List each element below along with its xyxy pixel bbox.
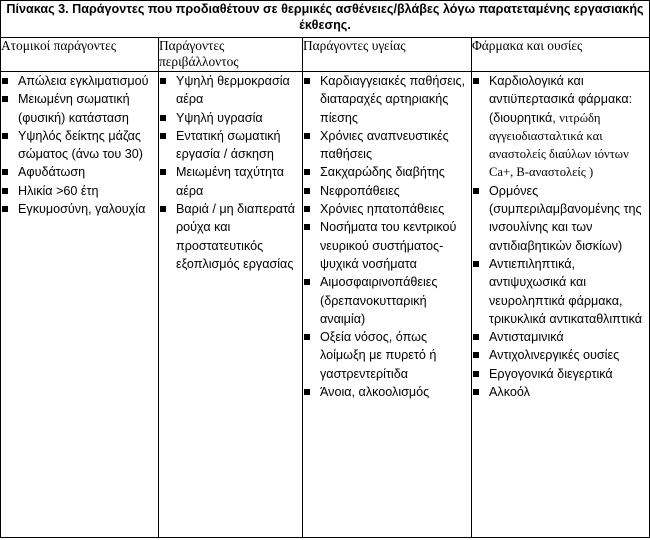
list-item: Υψηλή υγρασία	[159, 109, 302, 127]
environmental-factors-list	[159, 72, 302, 273]
list-item: Εγκυμοσύνη, γαλουχία	[1, 200, 158, 218]
health-factors-list	[303, 72, 471, 401]
column-drugs	[472, 72, 650, 538]
list-item: Βαριά / μη διαπερατά ρούχα και προστατευτικός εξοπλισμός εργασίας	[159, 200, 302, 273]
list-item: Αντιχολινεργικές ουσίες	[472, 346, 649, 364]
header-row	[1, 38, 650, 72]
column-header-environmental: Παράγοντες περιβάλλοντος	[159, 38, 303, 72]
list-item: Νοσήματα του κεντρικού νευρικού συστήματος-ψυχικά νοσήματα	[303, 218, 471, 273]
column-environmental	[159, 72, 303, 538]
list-item: Καρδιαγγειακές παθήσεις, διαταραχές αρτηριακής πίεσης	[303, 72, 471, 127]
list-item: Μειωμένη σωματική (φυσική) κατάσταση	[1, 90, 158, 127]
individual-factors-list	[1, 72, 158, 218]
body-row	[1, 72, 650, 538]
list-item: Σακχαρώδης διαβήτης	[303, 163, 471, 181]
list-item	[472, 72, 649, 182]
list-item: Άνοια, αλκοολισμός	[303, 383, 471, 401]
list-item: Οξεία νόσος, όπως λοίμωξη με πυρετό ή γαστρεντερίτιδα	[303, 328, 471, 383]
list-item: Υψηλή θερμοκρασία αέρα	[159, 72, 302, 109]
list-item: Ηλικία >60 έτη	[1, 182, 158, 200]
list-item: Αλκοόλ	[472, 383, 649, 401]
column-header-health: Παράγοντες υγείας	[303, 38, 472, 72]
column-health	[303, 72, 472, 538]
column-individual	[1, 72, 159, 538]
list-item: Χρόνιες ηπατοπάθειες	[303, 200, 471, 218]
list-item: Νεφροπάθειες	[303, 182, 471, 200]
title-row	[1, 1, 650, 38]
list-item: Χρόνιες αναπνευστικές παθήσεις	[303, 127, 471, 164]
list-item: Αφυδάτωση	[1, 163, 158, 181]
column-header-individual: Ατομικοί παράγοντες	[1, 38, 159, 72]
drugs-substances-list	[472, 72, 649, 401]
list-item: Αντιεπιληπτικά, αντιψυχωσικά και νευροληπτικά φάρμακα, τρικυκλικά αντικαταθλιπτικά	[472, 255, 649, 328]
list-item: Εντατική σωματική εργασία / άσκηση	[159, 127, 302, 164]
list-item: Αντισταμινικά	[472, 328, 649, 346]
list-item-text: Καρδιολογικά και αντιϋπερτασικά φάρμακα: (διουρητικά,	[489, 74, 633, 125]
table-title: Πίνακας 3. Παράγοντες που προδιαθέτουν σε θερμικές ασθένειες/βλάβες λόγω παρατεταμένης εργασιακής έκθεσης.	[1, 1, 650, 38]
list-item: Μειωμένη ταχύτητα αέρα	[159, 163, 302, 200]
list-item-serif-text: νιτρώδη αγγειοδιασταλτικά και αναστολείς διαύλων ιόντων Ca+, Β-αναστολείς )	[489, 110, 629, 180]
list-item: Απώλεια εγκλιματισμού	[1, 72, 158, 90]
column-header-drugs: Φάρμακα και ουσίες	[472, 38, 650, 72]
list-item: Αιμοσφαιρινοπάθειες (δρεπανοκυτταρική αναιμία)	[303, 273, 471, 328]
list-item: Εργογονικά διεγερτικά	[472, 365, 649, 383]
list-item: Ορμόνες (συμπεριλαμβανομένης της ινσουλίνης και των αντιδιαβητικών δισκίων)	[472, 182, 649, 255]
list-item: Υψηλός δείκτης μάζας σώματος (άνω του 30)	[1, 127, 158, 164]
